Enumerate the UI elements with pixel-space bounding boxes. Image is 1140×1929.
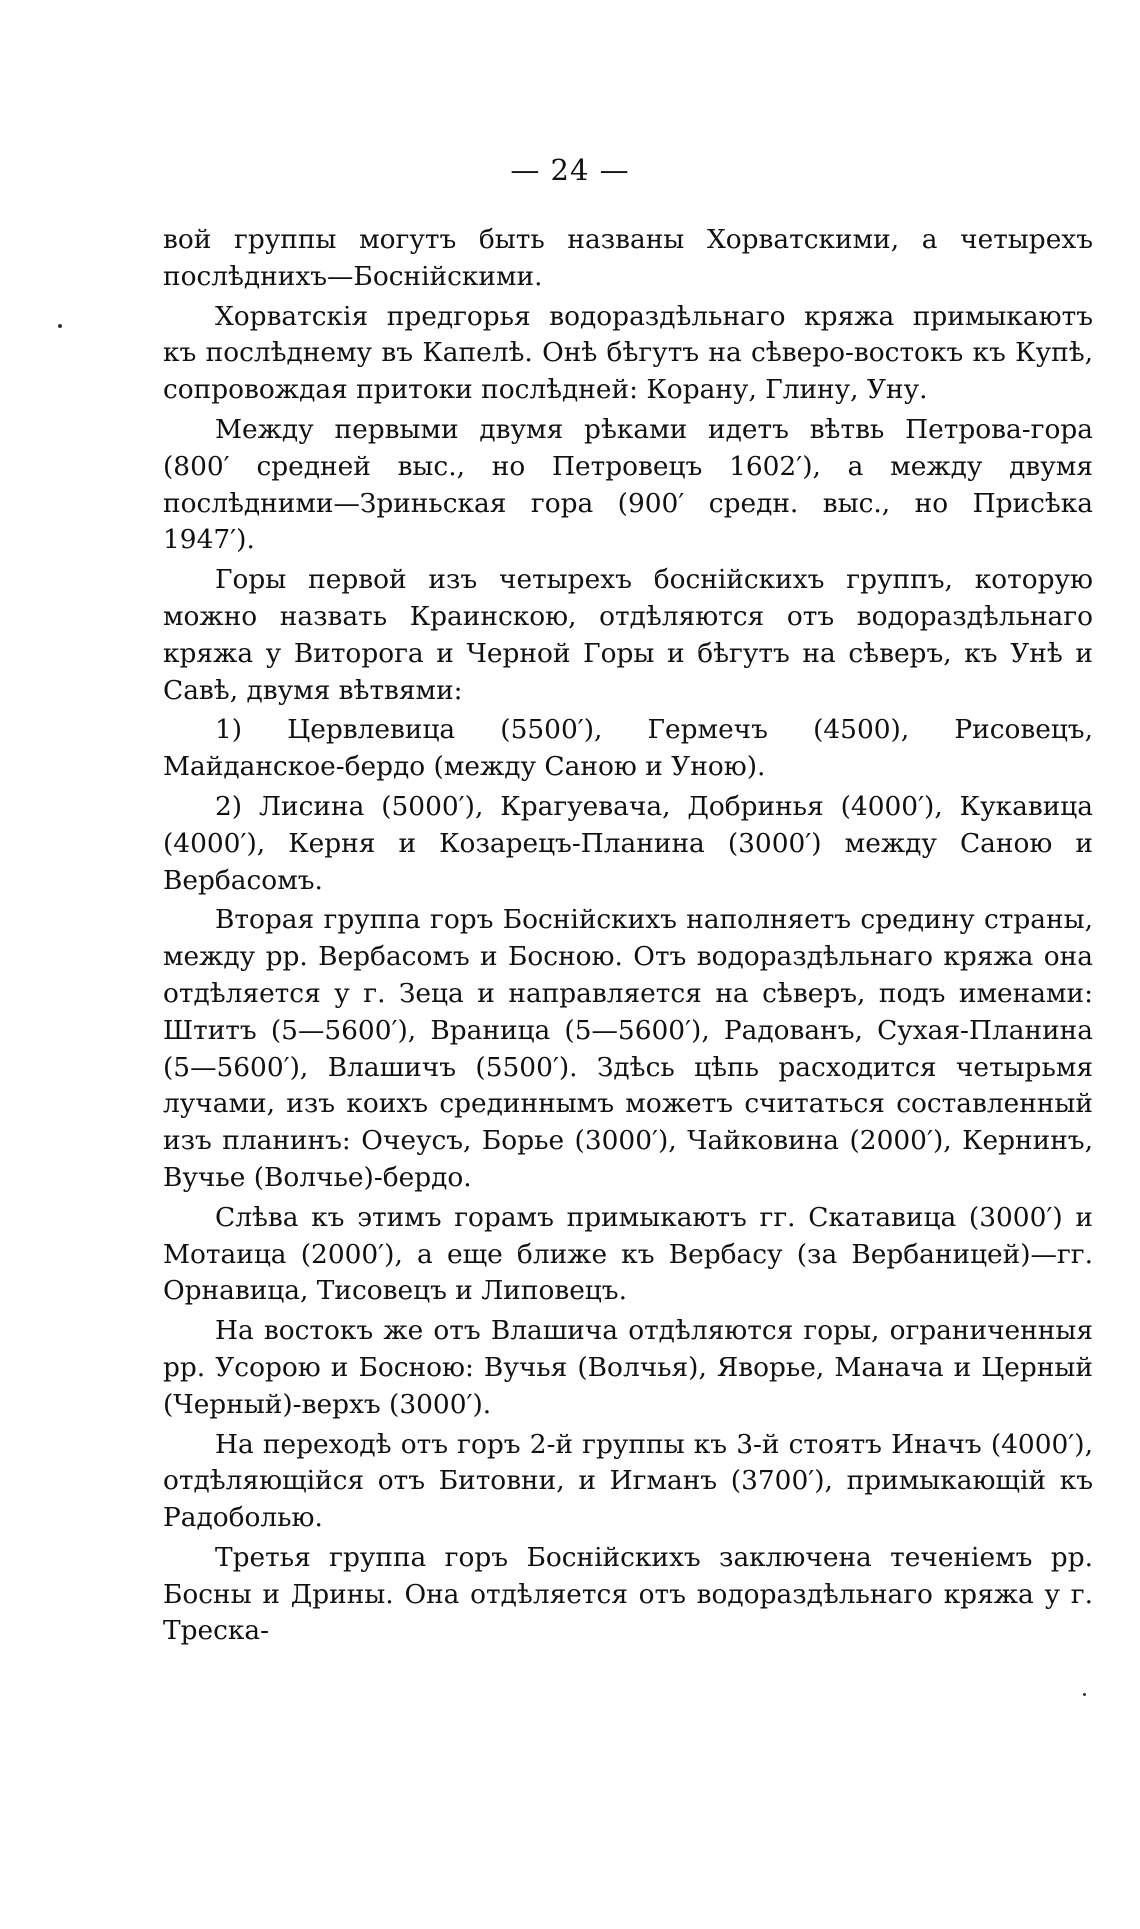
paragraph: Слѣва къ этимъ горамъ примыкаютъ гг. Скатавица (3000′) и Мотаица (2000′), а еще ближе къ Вербасу (за Вербаницей)—гг. Орнавица, Тисовецъ и Липовецъ. xyxy=(163,1201,1093,1307)
paragraph: 2) Лисина (5000′), Крагуевача, Добринья (4000′), Кукавица (4000′), Керня и Козарецъ-Планина (3000′) между Саною и Вербасомъ. xyxy=(163,790,1093,896)
paragraph: Между первыми двумя рѣками идетъ вѣтвь Петрова-гора (800′ средней выс., но Петровецъ 1602′), а между двумя послѣдними—Зриньская гора (900′ средн. выс., но Присѣка 1947′). xyxy=(163,413,1093,556)
paragraph: На переходѣ отъ горъ 2-й группы къ 3-й стоятъ Иначъ (4000′), отдѣляющійся отъ Битовни, и Игманъ (3700′), примыкающій къ Радоболью. xyxy=(163,1428,1093,1534)
scan-speck xyxy=(58,324,62,328)
paragraph: Хорватскія предгорья водораздѣльнаго кряжа примыкаютъ къ послѣднему въ Капелѣ. Онѣ бѣгутъ на сѣверо-востокъ къ Купѣ, сопровождая притоки послѣдней: Корану, Глину, Уну. xyxy=(163,300,1093,406)
scan-speck xyxy=(1083,1693,1086,1696)
paragraph: 1) Цервлевица (5500′), Гермечъ (4500), Рисовецъ, Майданское-бердо (между Саною и Уною). xyxy=(163,714,1093,783)
paragraph: вой группы могутъ быть названы Хорватскими, а четырехъ послѣднихъ—Боснійскими. xyxy=(163,224,1093,292)
body-text xyxy=(163,222,1093,1653)
paragraph: На востокъ же отъ Влашича отдѣляются горы, ограниченныя рр. Усорою и Босною: Вучья (Волчья), Яворье, Манача и Церный (Черный)-верхъ (3000′). xyxy=(163,1315,1093,1420)
paragraph: Вторая группа горъ Боснійскихъ наполняетъ средину страны, между рр. Вербасомъ и Босною. Отъ водораздѣльнаго кряжа она отдѣляется у г. Зеца и направляется на сѣверъ, подъ именами: Штитъ (5—5600′), Враница (5—5600′), Радованъ, Сухая-Планина (5—5600′), Влашичъ (5500′). Здѣсь цѣпь расходится четырьмя лучами, изъ коихъ срединнымъ можетъ считаться составленный изъ планинъ: Очеусъ, Борье (3000′), Чайковина (2000′), Кернинъ, Вучье (Волчье)-бердо. xyxy=(163,904,1093,1193)
page-number: — 24 — xyxy=(510,153,630,187)
paragraph: Горы первой изъ четырехъ боснійскихъ группъ, которую можно назвать Краинскою, отдѣляются отъ водораздѣльнаго кряжа у Виторога и Черной Горы и бѣгутъ на сѣверъ, къ Унѣ и Савѣ, двумя вѣтвями: xyxy=(163,564,1093,706)
paragraph: Третья группа горъ Боснійскихъ заключена теченіемъ рр. Босны и Дрины. Она отдѣляется отъ водораздѣльнаго кряжа у г. Треска- xyxy=(163,1541,1093,1647)
